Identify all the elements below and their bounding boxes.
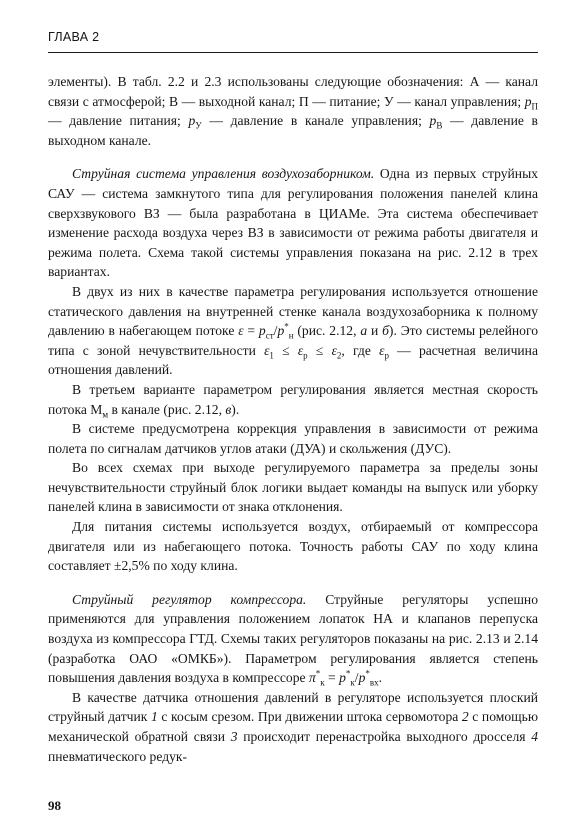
paragraph-local-velocity: В третьем варианте параметром регулирования является местная скорость потока $M_м$ в канале (рис. 2.12, в). [48, 381, 538, 420]
paragraph-correction: В системе предусмотрена коррекция управления в зависимости от режима полета по сигналам датчиков углов атаки (ДУА) и скольжения (ДУС). [48, 421, 538, 456]
section-heading-compressor: Струйный регулятор компрессора. [72, 591, 307, 607]
paragraph-continuation: элементы). В табл. 2.2 и 2.3 использованы следующие обозначения: А — канал связи с атмосферой; В — выходной канал; П — питание; У — канал управления; $p_П$ — давление питания; $p_У$ — давление в канале управления; $p_В$ — давление в выходном канале. [48, 74, 538, 148]
paragraph-sensor: В качестве датчика отношения давлений в регуляторе используется плоский струйный датчик 1 с косым срезом. При движении штока сервомотора 2 с помощью механической обратной связи 3 происходит перенастройка выходного дросселя 4 пневматического редук- [48, 689, 539, 764]
page-number: 98 [48, 798, 61, 813]
page-body [48, 72, 538, 766]
section-heading-intake: Струйная система управления воздухозаборником. [72, 166, 375, 182]
header-rule [48, 52, 538, 53]
paragraph-intake-control: Струйная система управления воздухозаборником. Одна из первых струйных САУ — система замкнутого типа для регулирования положения панелей клина сверхзвукового ВЗ — была разработана в ЦИАМе. Эта система обеспечивает изменение расхода воздуха через ВЗ в зависимости от режима работы двигателя и режима полета. Схема такой системы управления показана на рис. 2.12 в трех вариантах. [48, 166, 538, 280]
paragraph-supply: Для питания системы используется воздух, отбираемый от компрессора двигателя или из набегающего потока. Точность работы САУ по ходу клина составляет ±2,5% по ходу клина. [48, 519, 538, 574]
chapter-header: ГЛАВА 2 [48, 30, 100, 44]
paragraph-compressor-regulator: Струйный регулятор компрессора. Струйные регуляторы успешно применяются для управления положением лопаток НА и клапанов перепуска воздуха из компрессора ГТД. Схемы таких регуляторов показаны на рис. 2.13 и 2.14 (разработка ОАО «ОМКБ»). Параметром регулирования является степень повышения давления воздуха в компрессоре $\pi^*_к = p^*_к/p^*_{вх}$. [48, 591, 538, 688]
paragraph-logic-block: Во всех схемах при выходе регулируемого параметра за пределы зоны нечувствительности струйный блок логики выдает команды на выпуск или уборку панелей клина в зависимости от знака отклонения. [48, 460, 538, 515]
paragraph-pressure-ratio: В двух из них в качестве параметра регулирования используется отношение статического давления на внутренней стенке канала воздухозаборника к полному давлению в набегающем потоке $\varepsilon = p_{ст}/p^*_н$ (рис. 2.12, а и б). Это системы релейного типа с зоной нечувствительности $\varepsilon_1 \le \varepsilon_р \le \varepsilon_2$, где $\varepsilon_р$ — расчетная величина отношения давлений. [48, 283, 538, 378]
